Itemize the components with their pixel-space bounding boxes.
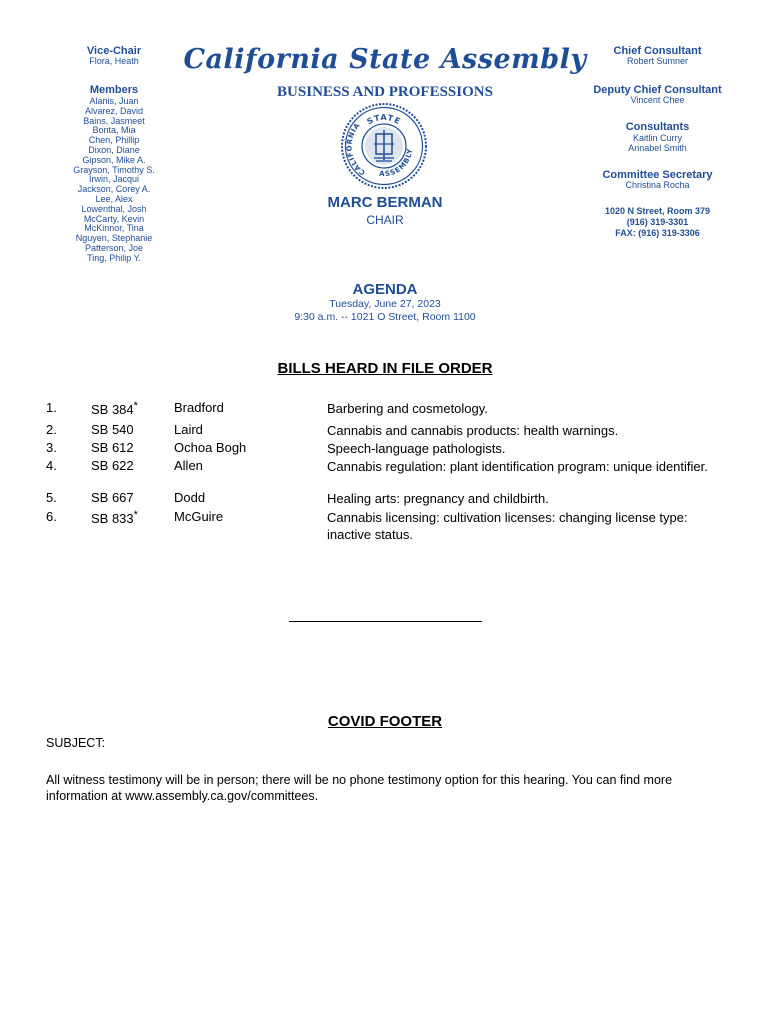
agenda-time-location: 9:30 a.m. -- 1021 O Street, Room 1100 bbox=[294, 311, 476, 323]
member-name: Chen, Phillip bbox=[88, 135, 140, 146]
bill-number: 2. bbox=[46, 422, 57, 437]
committee-name: BUSINESS AND PROFESSIONS bbox=[277, 84, 493, 100]
vice-chair-name: Flora, Heath bbox=[89, 56, 139, 66]
chief-consultant-label: Chief Consultant bbox=[613, 45, 702, 57]
bill-number: 1. bbox=[46, 400, 57, 415]
members-section bbox=[46, 84, 182, 264]
bill-subject: Cannabis regulation: plant identification program: unique identifier. bbox=[327, 459, 708, 474]
member-name: Jackson, Corey A. bbox=[77, 184, 151, 195]
member-name: Nguyen, Stephanie bbox=[75, 233, 153, 244]
bill-subject: Cannabis and cannabis products: health warnings. bbox=[327, 423, 619, 438]
svg-text:CALIFORNIA: CALIFORNIA bbox=[345, 121, 367, 177]
bill-code: SB 833* bbox=[91, 509, 138, 526]
member-name: Bains, Jasmeet bbox=[83, 115, 145, 126]
member-name: Grayson, Timothy S. bbox=[73, 164, 155, 175]
phone: (916) 319-3301 bbox=[626, 216, 689, 227]
consultants-label: Consultants bbox=[625, 121, 690, 133]
bill-code: SB 612 bbox=[91, 440, 134, 455]
bill-subject: Cannabis licensing: cultivation licenses: changing license type: inactive status. bbox=[327, 510, 688, 542]
footer-text: All witness testimony will be in person; there will be no phone testimony option for this hearing. You can find more information at www.assembly.ca.gov/committees. bbox=[46, 773, 673, 803]
divider-line bbox=[289, 621, 482, 622]
member-name: Bonta, Mia bbox=[92, 125, 136, 136]
vice-chair-section bbox=[46, 45, 182, 67]
bill-author: Ochoa Bogh bbox=[174, 440, 247, 455]
member-name: Ting, Philip Y. bbox=[87, 252, 141, 263]
member-name: Dixon, Diane bbox=[88, 144, 140, 155]
bill-author: Laird bbox=[174, 422, 203, 437]
consultant-name: Annabel Smith bbox=[628, 142, 687, 153]
secretary-label: Committee Secretary bbox=[602, 169, 713, 181]
asterisk-icon: * bbox=[133, 509, 138, 521]
chair-title: CHAIR bbox=[366, 213, 404, 227]
covid-footer-heading: COVID FOOTER bbox=[327, 713, 443, 730]
member-name: McCarty, Kevin bbox=[83, 213, 145, 224]
deputy-section bbox=[580, 84, 735, 106]
bill-number: 5. bbox=[46, 490, 57, 505]
bill-subject: Barbering and cosmetology. bbox=[327, 401, 488, 416]
deputy-name: Vincent Chee bbox=[630, 95, 685, 105]
seal-icon bbox=[340, 102, 428, 190]
secretary-name: Christina Rocha bbox=[625, 180, 690, 190]
bills-heading: BILLS HEARD IN FILE ORDER bbox=[277, 360, 493, 377]
bill-code: SB 667 bbox=[91, 490, 134, 505]
bill-number: 4. bbox=[46, 458, 57, 473]
agenda-title: AGENDA bbox=[352, 281, 418, 298]
fax: FAX: (916) 319-3306 bbox=[615, 227, 700, 238]
bill-subject: Healing arts: pregnancy and childbirth. bbox=[327, 491, 549, 506]
member-name: Irwin, Jacqui bbox=[88, 174, 140, 185]
assembly-title: California State Assembly bbox=[183, 44, 587, 75]
asterisk-icon: * bbox=[133, 400, 138, 412]
members-list bbox=[46, 97, 182, 264]
member-name: Gipson, Mike A. bbox=[82, 154, 146, 165]
svg-text:ASSEMBLY: ASSEMBLY bbox=[378, 147, 415, 179]
deputy-label: Deputy Chief Consultant bbox=[593, 84, 722, 96]
subject-label: SUBJECT: bbox=[46, 736, 106, 750]
member-name: Patterson, Joe bbox=[84, 242, 144, 253]
vice-chair-label: Vice-Chair bbox=[86, 45, 142, 57]
bill-author: Allen bbox=[174, 458, 203, 473]
consultants-section bbox=[580, 121, 735, 154]
agenda-date: Tuesday, June 27, 2023 bbox=[329, 298, 441, 310]
bill-number: 3. bbox=[46, 440, 57, 455]
members-label: Members bbox=[89, 84, 139, 96]
assembly-seal bbox=[340, 102, 428, 190]
secretary-section bbox=[580, 169, 735, 191]
bill-author: McGuire bbox=[174, 509, 224, 524]
bill-code: SB 384* bbox=[91, 400, 138, 417]
bill-code: SB 540 bbox=[91, 422, 134, 437]
bill-subject: Speech-language pathologists. bbox=[327, 441, 506, 456]
member-name: McKinnor, Tina bbox=[84, 223, 144, 234]
chief-consultant-section bbox=[580, 45, 735, 67]
member-name: Lowenthal, Josh bbox=[81, 203, 147, 214]
bill-author: Dodd bbox=[174, 490, 206, 505]
bill-author: Bradford bbox=[174, 400, 224, 415]
bill-code: SB 622 bbox=[91, 458, 134, 473]
member-name: Alanis, Juan bbox=[89, 96, 139, 106]
svg-text:STATE: STATE bbox=[365, 112, 403, 127]
member-name: Lee, Alex bbox=[95, 193, 133, 204]
address: 1020 N Street, Room 379 bbox=[604, 206, 711, 216]
chief-consultant-name: Robert Sumner bbox=[626, 56, 689, 66]
bill-number: 6. bbox=[46, 509, 57, 524]
consultant-name: Kaitlin Curry bbox=[632, 133, 682, 143]
chair-name: MARC BERMAN bbox=[327, 194, 443, 211]
contact-section bbox=[580, 207, 735, 238]
member-name: Alvarez, David bbox=[84, 105, 144, 116]
